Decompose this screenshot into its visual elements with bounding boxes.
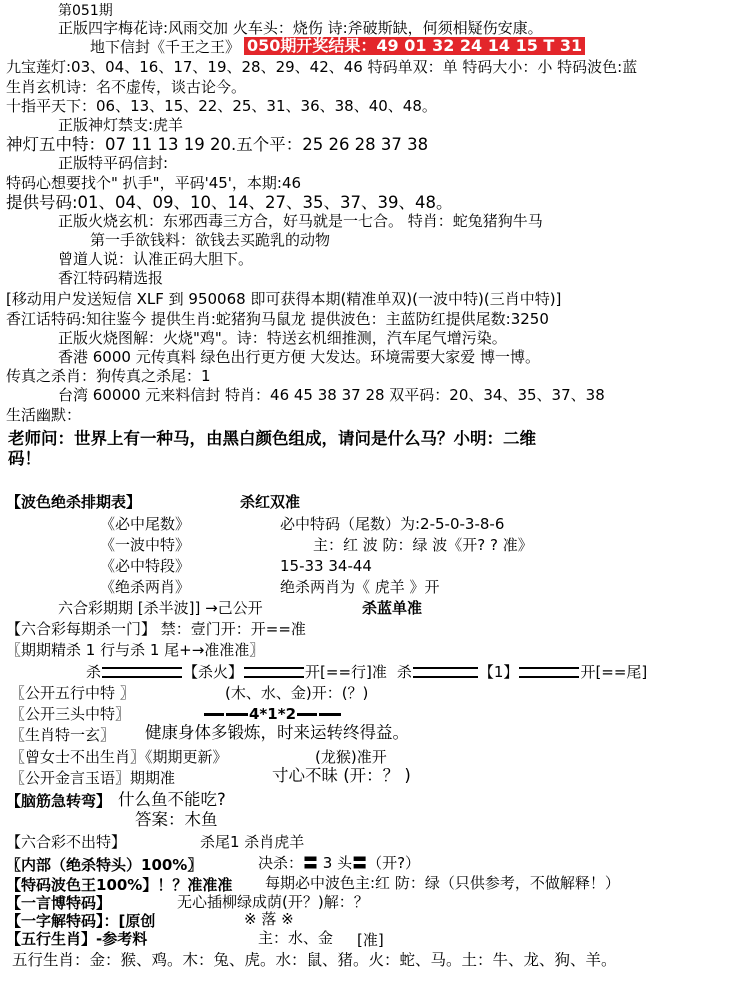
ms-zeng-value: (龙猴)准开 [315, 748, 387, 766]
brain-teaser-answer: 答案：木鱼 [135, 810, 218, 829]
open-tail-tag: 开[==尾] [580, 663, 648, 681]
double-rule [102, 667, 182, 678]
three-heads-value: 4*1*2 [249, 705, 296, 723]
kill-half-wave-label: 六合彩期期 [杀半波]] →己公开 [58, 599, 263, 617]
three-heads-label: 〖公开三头中特〗 [10, 705, 131, 723]
kill-blue-single: 杀蓝单准 [362, 599, 423, 617]
brain-teaser-question: 什么鱼不能吃? [118, 790, 226, 809]
brain-teaser-label: 【脑筋急转弯】 [6, 792, 112, 810]
plum-poem-line: 正版四字梅花诗:风雨交加 火车头：烧伤 诗:斧破斯缺，何须相疑伤安康。 [58, 19, 543, 37]
fax-kill-line: 传真之杀肖：狗传真之杀尾：1 [6, 367, 211, 385]
one-wave-label: 《一波中特》 [100, 536, 191, 554]
ten-fingers-line: 十指平天下：06、13、15、22、25、31、36、38、40、48。 [6, 97, 437, 115]
ms-zeng-label: 〖曾女士不出生肖〗《期期更新》 [10, 748, 228, 766]
lottery-result-banner: 050期开奖结果：49 01 32 24 14 15 T 31 [244, 37, 585, 55]
hongkong-fax-line: 香港 6000 元传真料 绿色出行更方便 大发达。环境需要大家爱 博一博。 [58, 348, 541, 366]
zodiac-one-mystery-label: 〖生肖特一玄〗 [10, 726, 116, 744]
one-char-label: 【一字解特码】：[原创 [6, 912, 156, 930]
zodiac-mystery-poem: 生肖玄机诗：名不虚传，谈古论今。 [6, 78, 247, 96]
block-bar [204, 713, 224, 716]
must-tail-value: 必中特码（尾数）为:2-5-0-3-8-6 [280, 515, 505, 533]
no-special-value: 杀尾1 杀肖虎羊 [200, 833, 305, 851]
zodiac-one-mystery-value: 健康身体多锻炼，时来运转终得益。 [145, 723, 409, 742]
one-wave-value: 主：红 波 防：绿 波《开? ? 准》 [313, 536, 533, 554]
life-humor-label: 生活幽默： [6, 406, 82, 424]
kill-two-label: 《绝杀两肖》 [100, 578, 191, 596]
golden-words-label: 〖公开金言玉语〗期期准 [10, 769, 176, 787]
must-section-value: 15-33 34-44 [280, 557, 372, 575]
underground-envelope-label: 地下信封《千王之王》 [90, 38, 241, 56]
inner-kill-value: 决杀：〓 3 头〓（开?） [258, 854, 421, 872]
kill-one-tag: 【1】 [478, 663, 519, 681]
sacred-lamp-ban-line: 正版神灯禁支:虎羊 [58, 116, 184, 134]
five-zodiac-ref-accurate: [准] [357, 931, 384, 949]
kill-label-1: 杀 [86, 663, 102, 681]
issue-number: 第051期 [58, 3, 113, 19]
kill-two-value: 绝杀两肖为《 虎羊 》开 [280, 578, 440, 596]
must-tail-label: 《必中尾数》 [100, 515, 191, 533]
double-rule [413, 667, 478, 678]
lotus-lamp-line: 九宝莲灯:03、04、16、17、19、28、29、42、46 特码单双：单 特码大小：小 特码波色:蓝 [6, 58, 638, 76]
color-king-label: 【特码波色王100%】！？准准准 [6, 876, 233, 894]
double-rule [244, 667, 304, 678]
selection-report-label: 香江特码精选报 [58, 269, 164, 287]
block-bar [297, 713, 317, 716]
one-word-bet-value: 无心插柳绿成荫(开？)解：？ [177, 893, 369, 911]
five-elements-label: 〖公开五行中特 〗 [10, 684, 135, 702]
fire-mystery-line: 正版火烧玄机：东邪西毒三方合，好马就是一七合。 特肖：蛇兔猪狗牛马 [58, 212, 543, 230]
three-heads-row [203, 707, 342, 722]
golden-words-value: 寸心不昧 (开：？ ) [272, 766, 411, 785]
hongkong-talk-line: 香江话特码:知往鉴今 提供生肖:蛇猪狗马鼠龙 提供波色：主蓝防红提供尾数:3250 [6, 310, 549, 328]
taoist-saying-line: 曾道人说：认准正码大胆下。 [58, 250, 254, 268]
must-section-label: 《必中特段》 [100, 557, 191, 575]
no-special-label: 【六合彩不出特】 [6, 833, 127, 851]
one-word-bet-label: 【一言博特码】 [6, 894, 112, 912]
double-rule [519, 667, 579, 678]
sacred-lamp-five-line: 神灯五中特：07 11 13 19 20.五个平：25 26 28 37 38 [6, 135, 429, 154]
color-kill-table-title: 【波色绝杀排期表】 [6, 493, 142, 511]
open-row-tag: 开[==行]准 [305, 663, 387, 681]
color-king-value: 每期必中波色主:红 防：绿（只供参考，不做解释！） [265, 874, 620, 892]
inner-kill-label: 〖内部（绝杀特头）100%〗 [6, 856, 203, 874]
kill-fire-row [86, 665, 647, 680]
joke-line-2: 码！ [8, 449, 41, 468]
provided-numbers-line: 提供号码:01、04、09、10、14、27、35、37、39、48。 [6, 193, 453, 212]
five-elements-value: (木、水、金)开：(？) [225, 684, 369, 702]
pickpocket-line: 特码心想要找个" 扒手"，平码'45'，本期:46 [6, 174, 302, 192]
five-zodiac-ref-label: 【五行生肖】-参考料 [6, 930, 148, 948]
taiwan-envelope-line: 台湾 60000 元来料信封 特肖：46 45 38 37 28 双平码：20、34、35、37、38 [58, 386, 605, 404]
first-hand-line: 第一手欲钱料：欲钱去买跪乳的动物 [90, 231, 331, 249]
kill-row-tail-line: 〖期期精杀 1 行与杀 1 尾+→准准准〗 [6, 641, 265, 659]
kill-fire-tag: 【杀火】 [183, 663, 244, 681]
five-zodiac-ref-main: 主：水、金 [258, 929, 334, 947]
five-zodiac-list: 五行生肖：金：猴、鸡。木：兔、虎。水：鼠、猪。火：蛇、马。土：牛、龙、狗、羊。 [12, 951, 617, 969]
sms-promo-line: [移动用户发送短信 XLF 到 950068 即可获得本期(精准单双)(一波中特)(三肖中特)] [6, 290, 562, 308]
joke-line-1: 老师问：世界上有一种马，由黑白颜色组成，请问是什么马？小明：二维 [8, 429, 536, 448]
kill-one-door-line: 【六合彩每期杀一门】 禁：壹门开：开==准 [6, 620, 306, 638]
block-bar [319, 713, 341, 716]
kill-label-2: 杀 [396, 663, 412, 681]
special-envelope-label: 正版特平码信封: [58, 154, 169, 172]
one-char-value: ※ 落 ※ [244, 910, 294, 928]
block-bar [226, 713, 248, 716]
fire-diagram-line: 正版火烧图解：火烧"鸡"。诗：特送玄机细推测，汽车尾气增污染。 [58, 329, 507, 347]
kill-red-double: 杀红双准 [240, 493, 301, 511]
